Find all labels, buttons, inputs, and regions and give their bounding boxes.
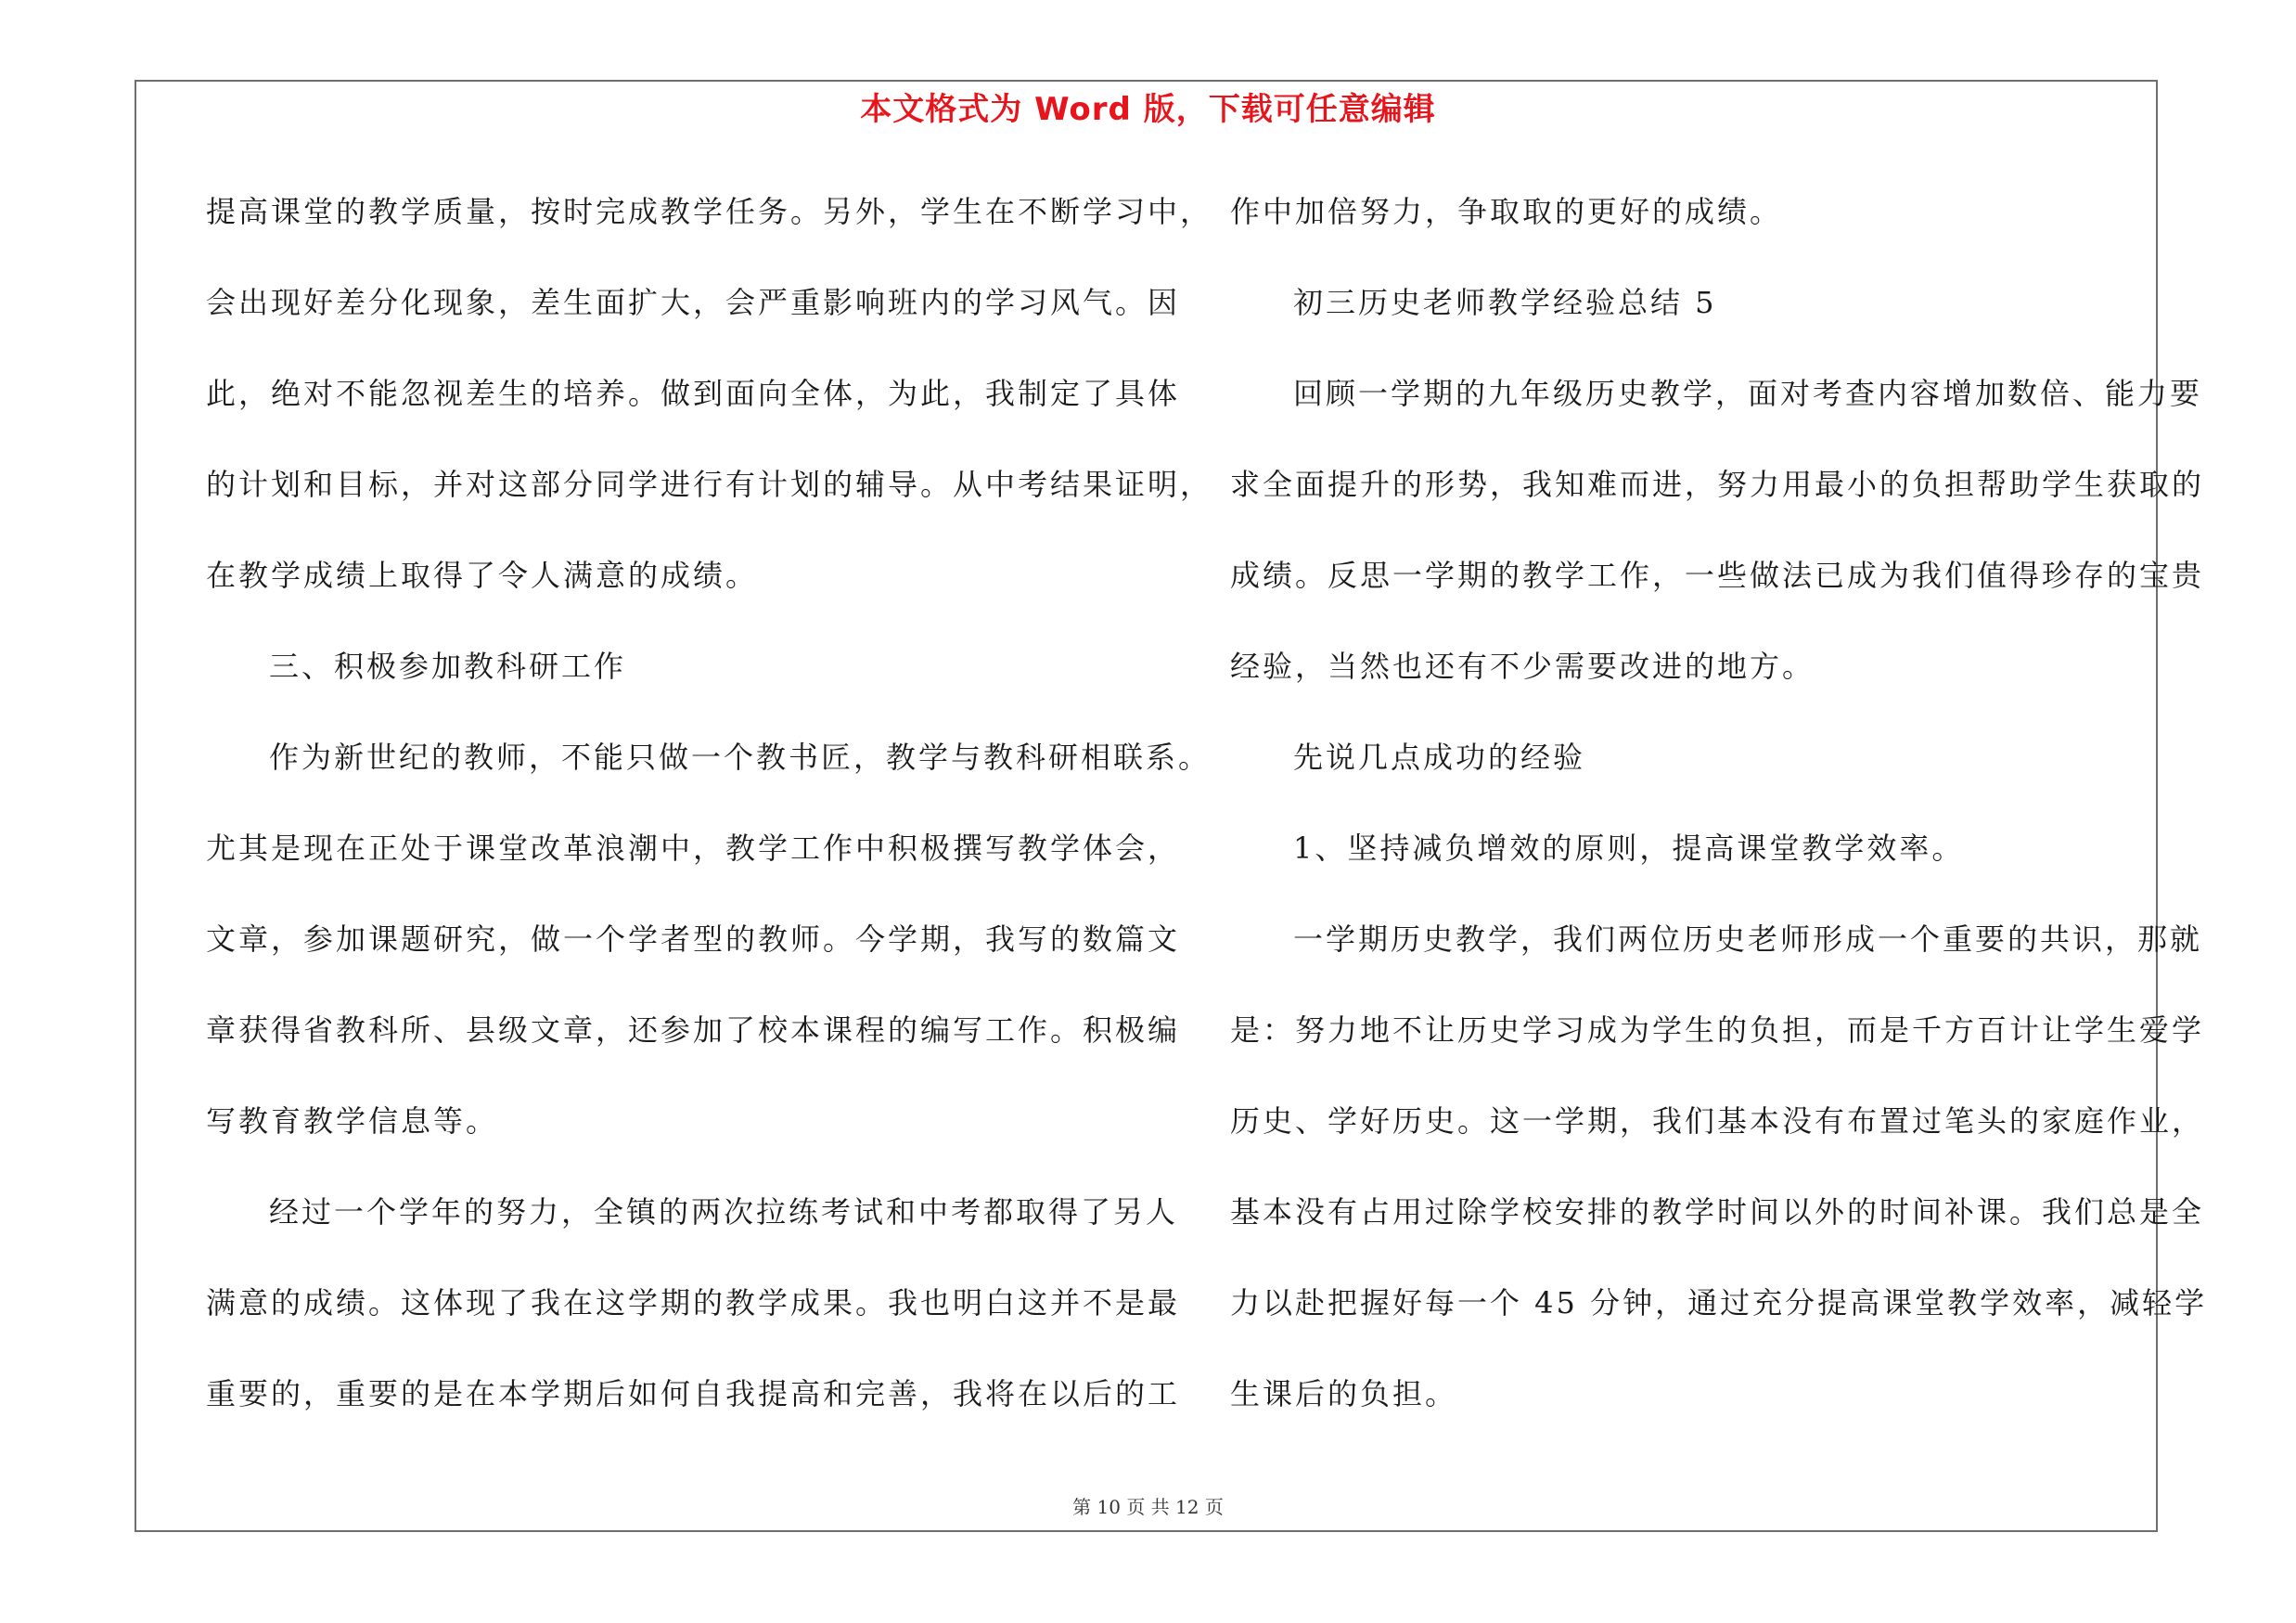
text-line: 1、坚持减负增效的原则，提高课堂教学效率。 [1293,831,1965,866]
text-line: 尤其是现在正处于课堂改革浪潮中，教学工作中积极撰写教学体会， [206,831,1181,866]
text-line: 提高课堂的教学质量，按时完成教学任务。另外，学生在不断学习中， [206,194,1213,229]
text-line: 成绩。反思一学期的教学工作，一些做法已成为我们值得珍存的宝贵 [1230,558,2205,593]
text-line: 的计划和目标，并对这部分同学进行有计划的辅导。从中考结果证明， [206,467,1213,502]
text-line: 满意的成绩。这体现了我在这学期的教学成果。我也明白这并不是最 [206,1285,1181,1320]
text-line: 会出现好差分化现象，差生面扩大，会严重影响班内的学习风气。因 [206,285,1181,320]
text-line: 在教学成绩上取得了令人满意的成绩。 [206,558,759,593]
text-line: 作中加倍努力，争取取的更好的成绩。 [1230,194,1783,229]
text-line: 历史、学好历史。这一学期，我们基本没有布置过笔头的家庭作业， [1230,1103,2205,1139]
text-line: 先说几点成功的经验 [1293,740,1586,775]
format-banner: 本文格式为 Word 版，下载可任意编辑 [860,91,1436,128]
text-line: 文章，参加课题研究，做一个学者型的教师。今学期，我写的数篇文 [206,921,1181,957]
text-line: 经验，当然也还有不少需要改进的地方。 [1230,649,1815,684]
text-line: 作为新世纪的教师，不能只做一个教书匠，教学与教科研相联系。 [269,740,1212,775]
text-line: 生课后的负担。 [1230,1376,1458,1411]
left-text-column [206,182,1213,1455]
right-text-column [1230,182,2208,1455]
text-line: 写教育教学信息等。 [206,1103,499,1139]
text-line: 力以赴把握好每一个 45 分钟，通过充分提高课堂教学效率，减轻学 [1230,1285,2208,1320]
text-line: 章获得省教科所、县级文章，还参加了校本课程的编写工作。积极编 [206,1012,1181,1048]
text-line: 基本没有占用过除学校安排的教学时间以外的时间补课。我们总是全 [1230,1194,2205,1230]
text-line: 三、积极参加教科研工作 [269,649,627,684]
text-line: 经过一个学年的努力，全镇的两次拉练考试和中考都取得了另人 [269,1194,1179,1230]
text-line: 一学期历史教学，我们两位历史老师形成一个重要的共识，那就 [1293,921,2203,957]
text-line: 是：努力地不让历史学习成为学生的负担，而是千方百计让学生爱学 [1230,1012,2205,1048]
text-line: 初三历史老师教学经验总结 5 [1293,285,1717,320]
text-line: 回顾一学期的九年级历史教学，面对考查内容增加数倍、能力要 [1293,376,2203,411]
text-line: 求全面提升的形势，我知难而进，努力用最小的负担帮助学生获取的 [1230,467,2205,502]
text-line: 重要的，重要的是在本学期后如何自我提高和完善，我将在以后的工 [206,1376,1181,1411]
text-line: 此，绝对不能忽视差生的培养。做到面向全体，为此，我制定了具体 [206,376,1181,411]
page-number-footer: 第 10 页 共 12 页 [1072,1496,1224,1518]
